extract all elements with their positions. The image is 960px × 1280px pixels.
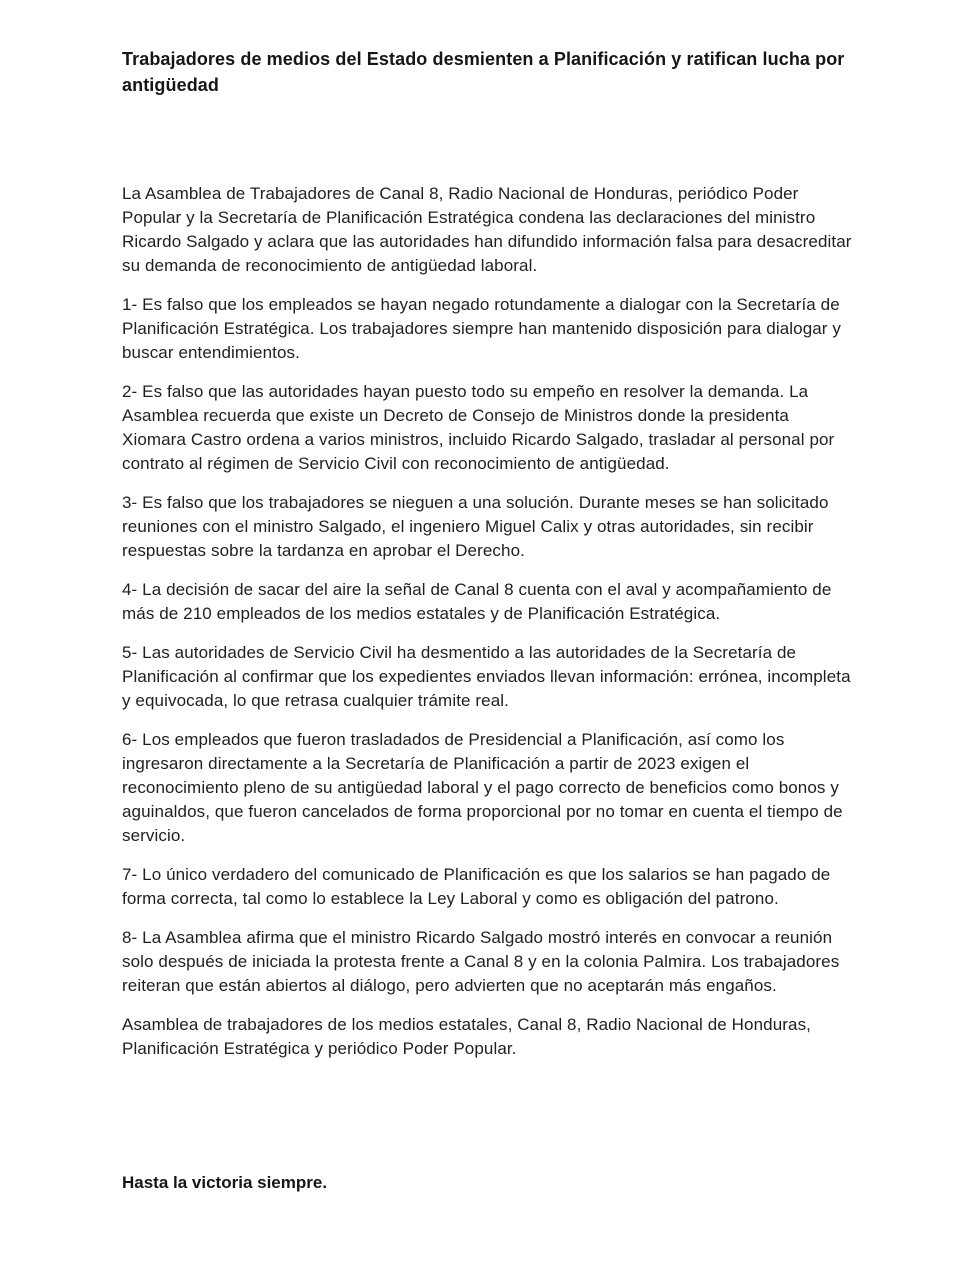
document-title: Trabajadores de medios del Estado desmienten a Planificación y ratifican lucha por antigüedad xyxy=(122,49,845,95)
body-paragraph-point-8: 8- La Asamblea afirma que el ministro Ricardo Salgado mostró interés en convocar a reunión solo después de iniciada la protesta frente a Canal 8 y en la colonia Palmira. Los trabajadores reiteran que están abiertos al diálogo, pero advierten que no aceptarán más engaños. xyxy=(122,928,840,995)
body-paragraph-point-3: 3- Es falso que los trabajadores se nieguen a una solución. Durante meses se han solicitado reuniones con el ministro Salgado, el ingeniero Miguel Calix y otras autoridades, sin recibir respuestas sobre la tardanza en aprobar el Derecho. xyxy=(122,493,829,560)
body-paragraph-signoff: Asamblea de trabajadores de los medios estatales, Canal 8, Radio Nacional de Honduras, Planificación Estratégica y periódico Poder Popular. xyxy=(122,1015,811,1058)
closing-slogan: Hasta la victoria siempre. xyxy=(122,1173,328,1192)
document-body xyxy=(122,182,854,1061)
body-paragraph-point-7: 7- Lo único verdadero del comunicado de Planificación es que los salarios se han pagado de forma correcta, tal como lo establece la Ley Laboral y como es obligación del patrono. xyxy=(122,865,831,908)
body-paragraph-intro: La Asamblea de Trabajadores de Canal 8, Radio Nacional de Honduras, periódico Poder Popular y la Secretaría de Planificación Estratégica condena las declaraciones del ministro Ricardo Salgado y aclara que las autoridades han difundido información falsa para desacreditar su demanda de reconocimiento de antigüedad laboral. xyxy=(122,184,852,275)
body-paragraph-point-2: 2- Es falso que las autoridades hayan puesto todo su empeño en resolver la demanda. La Asamblea recuerda que existe un Decreto de Consejo de Ministros donde la presidenta Xiomara Castro ordena a varios ministros, incluido Ricardo Salgado, trasladar al personal por contrato al régimen de Servicio Civil con reconocimiento de antigüedad. xyxy=(122,382,835,473)
body-paragraph-point-1: 1- Es falso que los empleados se hayan negado rotundamente a dialogar con la Secretaría de Planificación Estratégica. Los trabajadores siempre han mantenido disposición para dialogar y buscar entendimientos. xyxy=(122,295,841,362)
body-paragraph-point-6: 6- Los empleados que fueron trasladados de Presidencial a Planificación, así como los ingresaron directamente a la Secretaría de Planificación a partir de 2023 exigen el reconocimiento pleno de su antigüedad laboral y el pago correcto de beneficios como bonos y aguinaldos, que fueron cancelados de forma proporcional por no tomar en cuenta el tiempo de servicio. xyxy=(122,730,843,845)
body-paragraph-point-5: 5- Las autoridades de Servicio Civil ha desmentido a las autoridades de la Secretaría de Planificación al confirmar que los expedientes enviados llevan información: errónea, incompleta y equivocada, lo que retrasa cualquier trámite real. xyxy=(122,643,851,710)
body-paragraph-point-4: 4- La decisión de sacar del aire la señal de Canal 8 cuenta con el aval y acompañamiento de más de 210 empleados de los medios estatales y de Planificación Estratégica. xyxy=(122,580,832,623)
